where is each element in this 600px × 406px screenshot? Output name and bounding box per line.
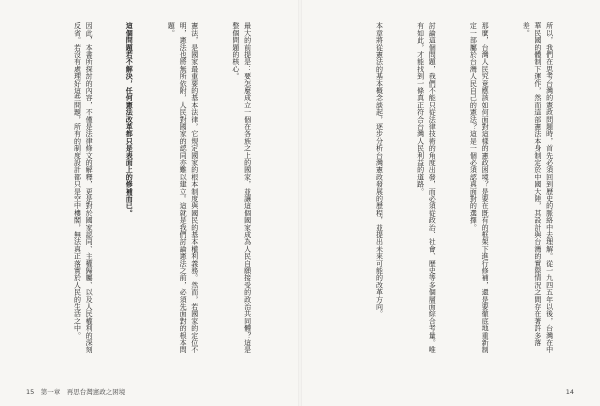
paragraph: 本章將從憲法的基本概念談起，逐步分析台灣憲政發展的歷程，並提出未來可能的改革方向。 <box>375 22 384 318</box>
paragraph: 那麼，台灣人民究竟應該如何面對這樣的憲政困境？是要在既有的框架下進行修補，還是要徹底地重新制定一部屬於台灣人民自己的憲法？這是一個必須認真面對的選擇。 <box>469 22 490 354</box>
right-page <box>300 0 600 406</box>
paragraph: 因此，本書所探討的內容，不僅是法律條文的解釋，更是對於國家認同、主權歸屬、以及人民權利的深刻反省。若沒有處理好這些問題，所有的制度設計都只是空中樓閣，無法真正落實於人民的生活之中。 <box>73 22 94 354</box>
paragraph: 憲法，是國家最重要的基本法律，它規定國家的根本制度與國民的基本權利義務。然而，若國家的定位不明，憲法也將無所依附，人民對國家的認同亦難以建立。這就是我們討論憲法之前，必須先面對的根本問題。 <box>167 22 199 354</box>
paragraph: 最大的前提是：要怎麼成立一個在各族之上的國家，並讓這個國家成為人民自願接受的政治共同體？這是整個問題的核心。 <box>231 22 252 354</box>
page-number: 14 <box>565 388 574 396</box>
left-page-text <box>30 22 276 360</box>
page-footer: 15 第一章 再思台灣憲政之困境 <box>26 388 126 396</box>
emphasized-line: 這個問題若不解決，任何憲法改革都只是表面上的修補而已。 <box>125 22 135 217</box>
paragraph: 討論這個問題，我們不能只從法律技術的角度出發，而必須從政治、社會、歷史等多個層面綜合考量。唯有如此，才能找到一條真正符合台灣人民利益的道路。 <box>416 22 437 354</box>
right-page-text <box>320 22 578 360</box>
paragraph: 所以，我們在思考台灣的憲政問題時，首先必須回到歷史的脈絡中去理解。從一九四五年以後，台灣在中華民國的體制下運作，然而這部憲法本身制定於中國大陸，其設計與台灣的實際情況之間存在著許多落差。 <box>522 22 554 354</box>
